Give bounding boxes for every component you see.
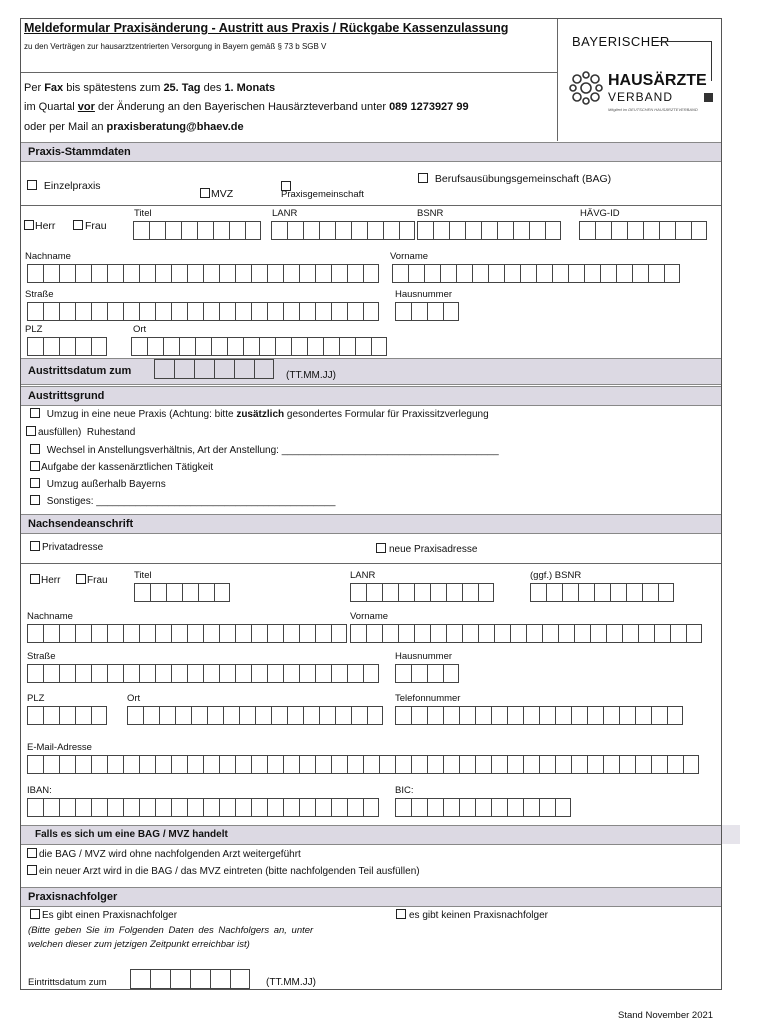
input-bsnr[interactable]: [417, 221, 561, 240]
label-ort: Ort: [133, 324, 147, 335]
nachsende-input-bsnr[interactable]: [530, 583, 674, 602]
input-austrittsdatum[interactable]: [154, 359, 274, 378]
input-eintrittsdatum[interactable]: [130, 969, 250, 988]
input-vorname[interactable]: [392, 264, 680, 283]
grund-aufgabe[interactable]: Aufgabe der kassenärztlichen Tätigkeit: [30, 461, 213, 473]
option-praxisgemeinschaft-label: Praxisgemeinschaft: [281, 189, 364, 200]
footer-stand: Stand November 2021: [618, 1010, 714, 1021]
label-nachname: Nachname: [25, 251, 71, 262]
checkbox-nachfolger-nein[interactable]: [396, 909, 406, 919]
checkbox-nachfolger-ja[interactable]: [30, 909, 40, 919]
label-hausnummer: Hausnummer: [395, 289, 453, 300]
grund-umzug-bayern[interactable]: Umzug außerhalb Bayerns: [30, 478, 166, 490]
nachsende-input-lanr[interactable]: [350, 583, 494, 602]
nachsende-label-titel: Titel: [134, 570, 152, 581]
input-hausnummer[interactable]: [395, 302, 459, 321]
section-praxisnachfolger: Praxisnachfolger: [21, 887, 721, 907]
section-stammdaten: Praxis-Stammdaten: [21, 142, 721, 162]
nachsende-label-nachname: Nachname: [27, 611, 73, 622]
checkbox-umzug-bayern[interactable]: [30, 478, 40, 488]
option-einzelpraxis[interactable]: Einzelpraxis: [27, 180, 101, 192]
checkbox-neue-praxisadresse[interactable]: [376, 543, 386, 553]
nachsende-label-telefon: Telefonnummer: [395, 693, 461, 704]
checkbox-frau[interactable]: [73, 220, 83, 230]
checkbox-wechsel[interactable]: [30, 444, 40, 454]
mail-instruction: oder per Mail an praxisberatung@bhaev.de: [24, 121, 244, 133]
grund-ruhestand[interactable]: ausfüllen) Ruhestand: [26, 426, 135, 438]
grund-wechsel-anstellung[interactable]: Wechsel in Anstellungsverhältnis, Art der Anstellung: _______________________________________: [30, 444, 499, 456]
label-strasse: Straße: [25, 289, 54, 300]
nachsende-option-frau[interactable]: Frau: [76, 574, 108, 586]
nachsende-input-nachname[interactable]: [27, 624, 347, 643]
nachsende-label-plz: PLZ: [27, 693, 45, 704]
grund-umzug-neue-praxis[interactable]: Umzug in eine neue Praxis (Achtung: bitte zusätzlich gesondertes Formular für Praxissitzverlegung: [30, 408, 489, 420]
eintrittsdatum-format: (TT.MM.JJ): [266, 977, 316, 988]
bag-option-ohne-nachfolger[interactable]: die BAG / MVZ wird ohne nachfolgenden Arzt weitergeführt: [27, 848, 301, 860]
form-subtitle: zu den Verträgen zur hausarztzentrierten Versorgung in Bayern gemäß § 73 b SGB V: [24, 42, 327, 51]
checkbox-bag-ohne-nachfolger[interactable]: [27, 848, 37, 858]
section-austrittsdatum: Austrittsdatum zum: [21, 358, 721, 385]
section-austrittsgrund: Austrittsgrund: [21, 386, 721, 406]
nachfolger-hint-line1: (Bitte geben Sie im Folgenden Daten des Nachfolgers an, unter: [28, 925, 314, 936]
label-titel: Titel: [134, 208, 152, 219]
checkbox-mvz[interactable]: [200, 188, 210, 198]
nachsende-input-plz[interactable]: [27, 706, 107, 725]
checkbox-privatadresse[interactable]: [30, 541, 40, 551]
nachsende-label-vorname: Vorname: [350, 611, 389, 622]
checkbox-nachsende-herr[interactable]: [30, 574, 40, 584]
nachfolger-hint-line2: welchen dieser zum jetzigen Zeitpunkt erreichbar ist): [28, 939, 250, 950]
nachsende-input-ort[interactable]: [127, 706, 383, 725]
nachsende-label-email: E-Mail-Adresse: [27, 742, 92, 753]
section-nachsendeanschrift: Nachsendeanschrift: [21, 514, 721, 534]
input-ort[interactable]: [131, 337, 387, 356]
form-title: Meldeformular Praxisänderung - Austritt aus Praxis / Rückgabe Kassenzulassung: [24, 21, 509, 35]
checkbox-umzug-neue-praxis[interactable]: [30, 408, 40, 418]
nachsende-input-titel[interactable]: [134, 583, 230, 602]
nachsende-option-herr[interactable]: Herr: [30, 574, 60, 586]
grund-sonstiges[interactable]: Sonstiges: ___________________________________________: [30, 495, 335, 507]
nachsende-input-telefon[interactable]: [395, 706, 683, 725]
nachsende-label-bic: BIC:: [395, 785, 414, 796]
input-nachname[interactable]: [27, 264, 379, 283]
nachsende-label-lanr: LANR: [350, 570, 376, 581]
fax-instruction-line2: im Quartal vor der Änderung an den Bayerischen Hausärzteverband unter 089 1273927 99: [24, 101, 469, 113]
input-strasse[interactable]: [27, 302, 379, 321]
checkbox-nachsende-frau[interactable]: [76, 574, 86, 584]
nachsende-input-bic[interactable]: [395, 798, 571, 817]
section-bag-mvz: Falls es sich um eine BAG / MVZ handelt: [21, 825, 721, 845]
nachsende-label-iban: IBAN:: [27, 785, 52, 796]
option-herr[interactable]: Herr: [24, 220, 55, 232]
checkbox-herr[interactable]: [24, 220, 34, 230]
nachsende-input-iban[interactable]: [27, 798, 379, 817]
option-bag[interactable]: Berufsausübungsgemeinschaft (BAG): [418, 173, 611, 185]
bag-option-neuer-arzt[interactable]: ein neuer Arzt wird in die BAG / das MVZ eintreten (bitte nachfolgenden Teil ausfüllen): [27, 865, 420, 877]
nachsende-input-vorname[interactable]: [350, 624, 702, 643]
nachsende-input-strasse[interactable]: [27, 664, 379, 683]
nachsende-label-bsnr: (ggf.) BSNR: [530, 570, 582, 581]
input-plz[interactable]: [27, 337, 107, 356]
nachsende-input-hausnummer[interactable]: [395, 664, 459, 683]
nachsende-label-strasse: Straße: [27, 651, 56, 662]
option-neue-praxisadresse[interactable]: neue Praxisadresse: [376, 543, 477, 555]
checkbox-bag-neuer-arzt[interactable]: [27, 865, 37, 875]
austrittsdatum-format: (TT.MM.JJ): [286, 370, 336, 381]
option-frau[interactable]: Frau: [73, 220, 107, 232]
checkbox-aufgabe[interactable]: [30, 461, 40, 471]
nachsende-input-email[interactable]: [27, 755, 699, 774]
checkbox-bag[interactable]: [418, 173, 428, 183]
option-mvz[interactable]: MVZ: [200, 188, 233, 200]
input-haevg-id[interactable]: [579, 221, 707, 240]
checkbox-sonstiges[interactable]: [30, 495, 40, 505]
checkbox-einzelpraxis[interactable]: [27, 180, 37, 190]
nachsende-label-ort: Ort: [127, 693, 141, 704]
input-titel[interactable]: [133, 221, 261, 240]
checkbox-ruhestand[interactable]: [26, 426, 36, 436]
label-plz: PLZ: [25, 324, 43, 335]
label-lanr: LANR: [272, 208, 298, 219]
fax-instruction-line1: Per Fax bis spätestens zum 25. Tag des 1. Monats: [24, 82, 276, 94]
input-lanr[interactable]: [271, 221, 415, 240]
bhaev-logo: BAYERISCHER HAUSÄRZTE VERBAND Mitglied im DEUTSCHEN HAUSÄRZTEVERBAND: [566, 20, 716, 120]
nachsende-label-hausnummer: Hausnummer: [395, 651, 453, 662]
option-privatadresse[interactable]: Privatadresse: [30, 541, 103, 553]
logo-emblem-icon: [568, 70, 604, 106]
label-vorname: Vorname: [390, 251, 429, 262]
label-bsnr: BSNR: [417, 208, 444, 219]
nachfolger-option-nein[interactable]: es gibt keinen Praxisnachfolger: [396, 909, 548, 921]
label-eintrittsdatum: Eintrittsdatum zum: [28, 977, 107, 988]
label-haevg-id: HÄVG-ID: [580, 208, 620, 219]
nachfolger-option-ja[interactable]: Es gibt einen Praxisnachfolger: [30, 909, 177, 921]
